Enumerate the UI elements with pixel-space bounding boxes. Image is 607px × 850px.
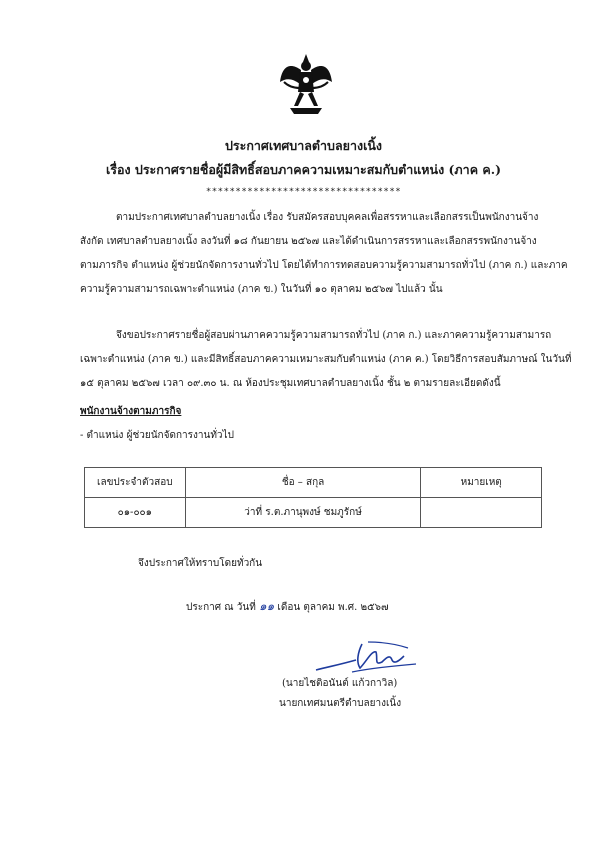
paragraph1-line3: ตามภารกิจ ตำแหน่ง ผู้ช่วยนักจัดการงานทั่วไป โดยได้ทำการทดสอบความรู้ความสามารถทั่วไป (ภาค ก.) และภาค: [80, 260, 568, 271]
paragraph2-line2: เฉพาะตำแหน่ง (ภาค ข.) และมีสิทธิ์สอบภาคความเหมาะสมกับตำแหน่ง (ภาค ค.) โดยวิธีการสอบสัมภาษณ์ ในวันที่: [80, 354, 572, 365]
handwritten-signature-icon: [312, 638, 422, 678]
announcement-date: [186, 599, 389, 615]
signatory-name: (นายไชติอนันต์ แก้วกาวิล): [282, 678, 398, 689]
results-table: [84, 467, 542, 528]
table-row: [85, 498, 542, 528]
paragraph1-line4: ความรู้ความสามารถเฉพาะตำแหน่ง (ภาค ข.) ในวันที่ ๑๐ ตุลาคม ๒๕๖๗ ไปแล้ว นั้น: [80, 284, 443, 295]
header-exam-id: เลขประจำตัวสอบ: [85, 468, 186, 498]
date-suffix: เดือน ตุลาคม พ.ศ. ๒๕๖๗: [277, 602, 389, 613]
paragraph2-line1: จึงขอประกาศรายชื่อผู้สอบผ่านภาคความรู้ความสามารถทั่วไป (ภาค ก.) และภาคความรู้ความสามารถ: [116, 330, 552, 341]
paragraph1-line2: สังกัด เทศบาลตำบลยางเนิ้ง ลงวันที่ ๑๘ กันยายน ๒๕๖๗ และได้ดำเนินการสรรหาและเลือกสรรพนักงานจ้าง: [80, 236, 537, 247]
header-remarks: หมายเหตุ: [421, 468, 542, 498]
section-heading: พนักงานจ้างตามภารกิจ: [80, 406, 182, 417]
cell-name: ว่าที่ ร.ต.ภานุพงษ์ ชมภูรักษ์: [185, 498, 421, 528]
subject-title: เรื่อง ประกาศรายชื่อผู้มีสิทธิ์สอบภาคความเหมาะสมกับตำแหน่ง (ภาค ค.): [105, 162, 502, 177]
organization-title: ประกาศเทศบาลตำบลยางเนิ้ง: [224, 138, 383, 153]
table-header-row: [85, 468, 542, 498]
closing-announcement: จึงประกาศให้ทราบโดยทั่วกัน: [138, 558, 263, 569]
position-line: - ตำแหน่ง ผู้ช่วยนักจัดการงานทั่วไป: [80, 430, 234, 441]
date-day: ๑๑: [258, 599, 275, 613]
garuda-emblem-icon: [278, 52, 334, 116]
paragraph1-line1: ตามประกาศเทศบาลตำบลยางเนิ้ง เรื่อง รับสมัครสอบบุคคลเพื่อสรรหาและเลือกสรรเป็นพนักงานจ้าง: [116, 212, 539, 223]
header-name: ชื่อ – สกุล: [185, 468, 421, 498]
paragraph2-line3: ๑๕ ตุลาคม ๒๕๖๗ เวลา ๐๙.๓๐ น. ณ ห้องประชุมเทศบาลตำบลยางเนิ้ง ชั้น ๒ ตามรายละเอียดดังนี้: [80, 378, 501, 389]
signatory-title: นายกเทศมนตรีตำบลยางเนิ้ง: [279, 698, 402, 709]
date-prefix: ประกาศ ณ วันที่: [186, 602, 256, 613]
cell-exam-id: ๐๑-๐๐๑: [85, 498, 186, 528]
separator-line: *********************************: [205, 187, 402, 197]
cell-remarks: [421, 498, 542, 528]
